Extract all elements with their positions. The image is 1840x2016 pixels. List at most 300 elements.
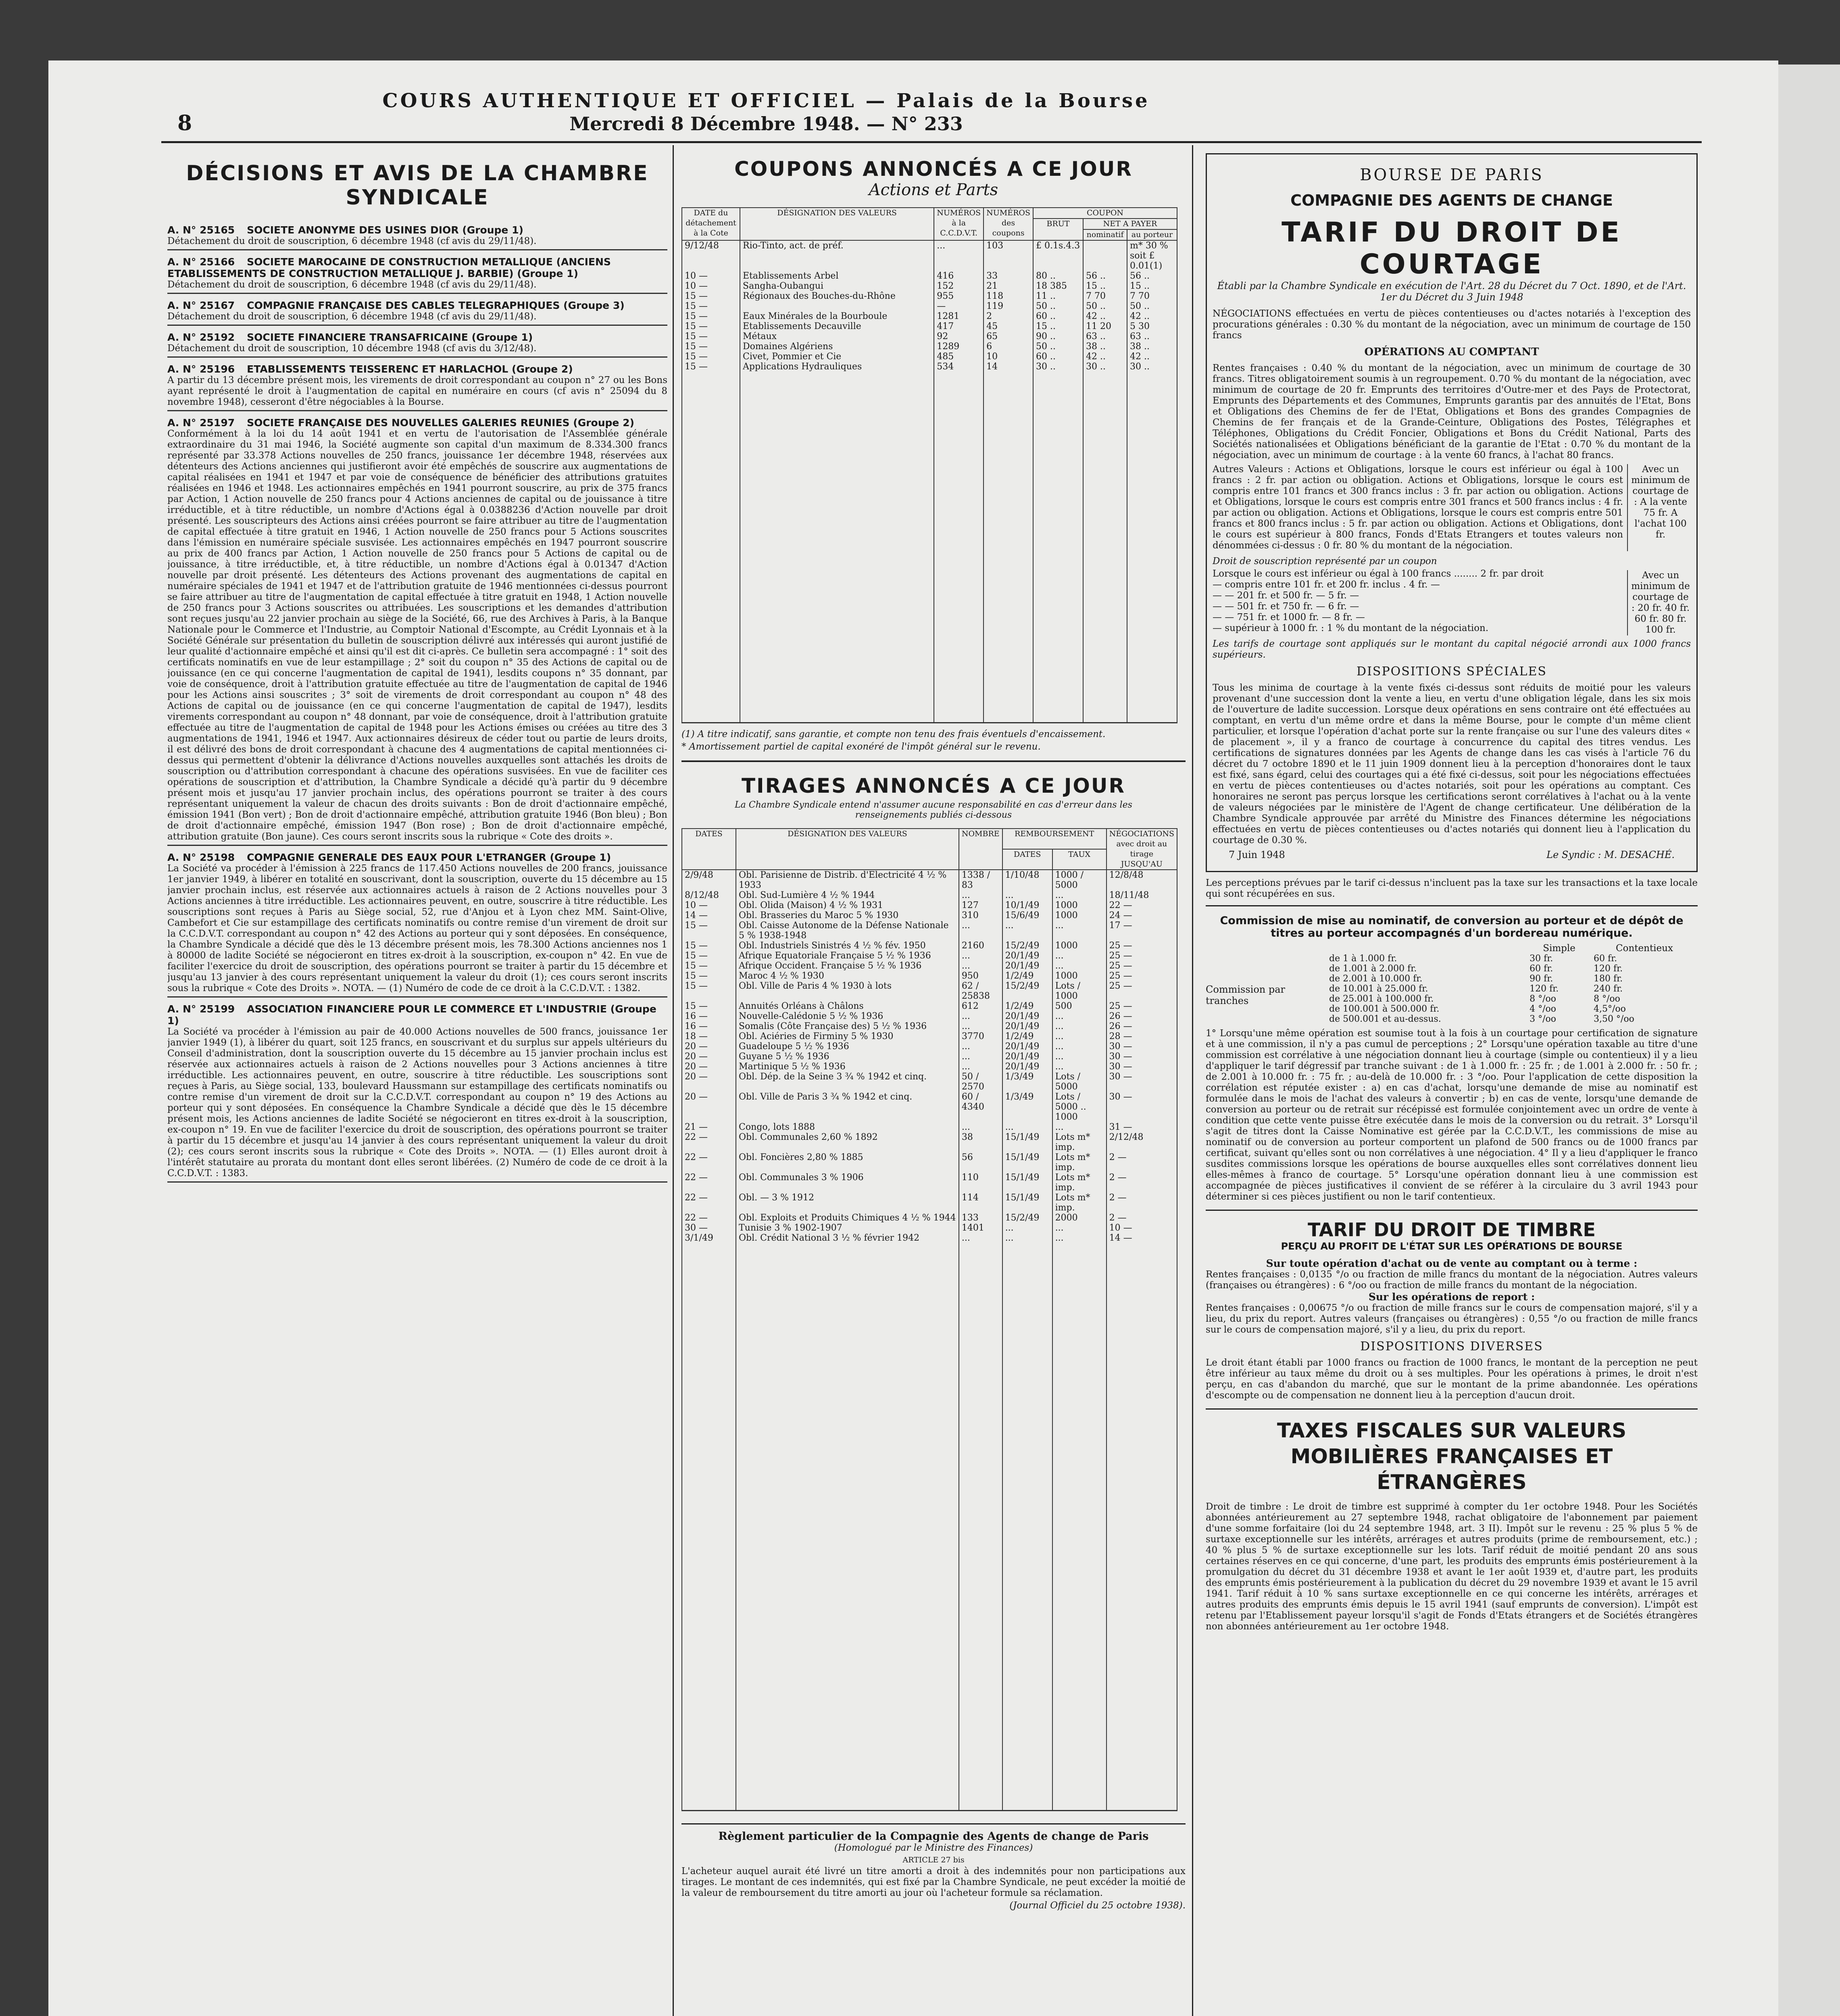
dispositions-text: Tous les minima de courtage à la vente fixés ci-dessus sont réduits de moitié pour les valeurs provenant d'une succession dont la vente a lieu, en vertu d'une obligation légale, dans les six mois de l'ouverture de ladite succession. Lorsque deux opérations en sens contraire ont été effectuées au comptant, en vertu d'un même ordre et dans la même Bourse, pour le compte d'un même client particulier, et lorsque l'opération d'achat porte sur la rente française ou sur l'une des valeurs dites « de placement », il y a franco de courtage à concurrence du capital des titres vendus. Les certifications de signatures données par les Agents de change dans les cas visés à l'article 76 du décret du 7 octobre 1890 et le 11 juin 1909 donnent lieu à la perception d'honoraires dont le taux est fixé, sans égard, celui des courtages qui a été fixé ci-dessus, soit pour les négociations effectuées en vertu de pièces contentieuses ou d'actes notariés, soit pour les opérations au comptant. Ces honoraires ne seront pas perçus lorsque les certifications seront corrélatives à l'achat ou à la vente de valeurs négociées par le ministère de l'Agent de change certificateur. Une délibération de la Chambre Syndicale approuvée par arrêté du Ministre des Finances détermine les négociations effectuées en vertu de pièces contentieuses ou d'actes notariés qui donnent lieu à l'application du courtage de 0.30 %.: [1213, 683, 1691, 846]
commission-row: [1327, 974, 1698, 984]
cell-date: 22 —: [682, 1132, 736, 1152]
cell-taux: Lots m* imp.: [1052, 1132, 1107, 1152]
cell-no: 6: [984, 342, 1033, 352]
table-filler: [682, 372, 1177, 723]
cell-nego: 2 —: [1107, 1213, 1177, 1223]
cell-rd: ...: [1002, 890, 1052, 900]
cell-rd: 20/1/49: [1002, 1041, 1052, 1052]
diverses-text: Le droit étant établi par 1000 francs ou fraction de 1000 francs, le montant de la perception ne peut être inférieur au taux même du droit ou à ses multiples. Pour les opérations à primes, le droit n'est perçu, en cas d'abandon du marché, que sur le montant de la prime abandonnée. Les opérations d'escompte ou de compensation ne donnent lieu à la perception d'aucun droit.: [1206, 1358, 1698, 1401]
cell-taux: 1000 / 5000: [1052, 870, 1107, 890]
table-row: [682, 321, 1177, 331]
decision-entry: [167, 363, 667, 411]
decision-entry: [167, 852, 667, 998]
table-row: [682, 271, 1177, 281]
cell-nego: 30 —: [1107, 1041, 1177, 1052]
decision-company: SOCIETE MAROCAINE DE CONSTRUCTION METALLIQUE (ANCIENS ETABLISSEMENTS DE CONSTRUCTION METALLIQUE J. BARBIE) (Groupe 1): [167, 256, 611, 279]
tirages-title: TIRAGES ANNONCÉS A CE JOUR: [741, 774, 1126, 798]
col-designation: DÉSIGNATION DES VALEURS: [740, 208, 934, 240]
section-divider: [681, 1823, 1186, 1824]
cell-nego: 25 —: [1107, 1001, 1177, 1011]
cell-no: 10: [984, 352, 1033, 362]
decision-company: SOCIETE FINANCIERE TRANSAFRICAINE (Groupe 1): [247, 331, 533, 343]
cell-cdvt: 534: [934, 362, 984, 372]
cell-name: Régionaux des Bouches-du-Rhône: [740, 291, 934, 301]
cell-date: 15 —: [682, 961, 736, 971]
droit-row: — — 201 fr. et 500 fr. — 5 fr. —: [1213, 590, 1359, 601]
timbre-heading-1: Sur toute opération d'achat ou de vente au comptant ou à terme :: [1266, 1258, 1638, 1269]
decision-number: A. N° 25199: [167, 1003, 235, 1015]
top-rule: [161, 141, 1702, 143]
commission-cell: 4 °/oo: [1530, 1004, 1556, 1014]
cell-nego: 14 —: [1107, 1233, 1177, 1243]
commission-cell: de 10.001 à 25.000 fr.: [1329, 984, 1428, 994]
droit-row: — — 501 fr. et 750 fr. — 6 fr. —: [1213, 601, 1359, 612]
cell-brut: 50 ..: [1033, 301, 1083, 311]
commission-cell: de 100.001 à 500.000 fr.: [1329, 1004, 1440, 1014]
decision-entry: [167, 1003, 667, 1183]
cell-name: Annuités Orléans à Châlons: [736, 1001, 959, 1011]
cell-date: 10 —: [682, 900, 736, 910]
cell-name: Obl. Sud-Lumière 4 ½ % 1944: [736, 890, 959, 900]
commission-row: [1327, 954, 1698, 964]
coupons-note-1: (1) A titre indicatif, sans garantie, et compte non tenu des frais éventuels d'encaissement.: [681, 729, 1106, 739]
cell-name: Obl. Ville de Paris 3 ¾ % 1942 et cinq.: [736, 1092, 959, 1122]
cell-cdvt: —: [934, 301, 984, 311]
cell-no: 33: [984, 271, 1033, 281]
cell-nb: 38: [959, 1132, 1002, 1152]
cell-port: 15 ..: [1127, 281, 1177, 291]
cell-taux: ...: [1052, 1062, 1107, 1072]
droit-row: — supérieur à 1000 fr. : 1 % du montant de la négociation.: [1213, 623, 1489, 633]
cell-rd: 1/2/49: [1002, 1001, 1052, 1011]
cell-taux: Lots / 5000 .. 1000: [1052, 1092, 1107, 1122]
decision-number: A. N° 25166: [167, 256, 235, 268]
cell-port: 7 70: [1127, 291, 1177, 301]
commission-cell: de 500.001 et au-dessus.: [1329, 1014, 1441, 1024]
cell-nom: 15 ..: [1083, 281, 1127, 291]
cell-nego: 28 —: [1107, 1031, 1177, 1041]
cell-date: 16 —: [682, 1011, 736, 1021]
cell-name: Obl. Communales 2,60 % 1892: [736, 1132, 959, 1152]
decision-text: La Société va procéder à l'émission à 225 francs de 117.450 Actions nouvelles de 200 francs, jouissance 1er janvier 1949, à libérer en totalité en souscrivant, dont la souscription, ouverte du 15 décembre au 15 janvier prochain inclus, est réservée aux actionnaires actuels à raison de 2 Actions nouvelles pour 3 Actions anciennes à titre irréductible. Les actionnaires peuvent, en outre, souscrire à titre réductible. Les souscriptions sont reçues à Paris au Siège social, 52, rue d'Anjou et à Lyon chez MM. Saint-Olive, Cambefort et Cie sur estampillage des certificats nominatifs ou contre remise d'un virement de droit sur la C.C.D.V.T. correspondant au coupon n° 42 des Actions au porteur qui y sont déposées. En conséquence, la Chambre Syndicale a décidé que dès le 13 décembre présent mois, les 78.300 Actions anciennes nos 1 à 80000 de ladite Société se négocieront en titres ex-droit à la souscription, ex-coupon n° 42. En vue de faciliter l'exercice du droit de souscription, des opérations pourront se traiter à partir du 15 décembre et jusqu'au 13 janvier à des cours représentant uniquement la valeur du droit (1); ces cours seront inscrits sous la rubrique « Cote des Droits ». NOTA. — (1) Numéro de code de ce droit à la C.C.D.V.T. : 1382.: [167, 863, 667, 993]
decision-number: A. N° 25196: [167, 363, 235, 375]
cell-cdvt: 416: [934, 271, 984, 281]
decision-entry: [167, 256, 667, 294]
droit-row: — — 751 fr. et 1000 fr. — 8 fr. —: [1213, 612, 1365, 623]
cell-no: 119: [984, 301, 1033, 311]
table-row: [682, 981, 1177, 1001]
cell-name: Martinique 5 ½ % 1936: [736, 1062, 959, 1072]
cell-brut: 50 ..: [1033, 342, 1083, 352]
timbre-heading-2: Sur les opérations de report :: [1368, 1291, 1535, 1303]
cell-taux: Lots / 5000: [1052, 1072, 1107, 1092]
cell-nom: [1083, 240, 1127, 271]
commission-cell: de 2.001 à 10.000 fr.: [1329, 974, 1423, 984]
cell-date: 10 —: [682, 271, 740, 281]
cell-nb: 60 / 4340: [959, 1092, 1002, 1122]
cell-rd: 15/1/49: [1002, 1152, 1052, 1173]
table-row: [682, 331, 1177, 342]
minimum-courtage: Avec un minimum de courtage de : A la vente 75 fr. A l'achat 100 fr.: [1627, 464, 1691, 551]
cell-rd: 15/2/49: [1002, 1213, 1052, 1223]
cell-rd: 15/1/49: [1002, 1132, 1052, 1152]
droit-souscription-title: Droit de souscription représenté par un coupon: [1213, 556, 1437, 566]
cell-rd: ...: [1002, 1233, 1052, 1243]
cell-no: 21: [984, 281, 1033, 291]
col-contentieux: Contentieux: [1616, 943, 1673, 954]
cell-nb: ...: [959, 1052, 1002, 1062]
table-row: [682, 352, 1177, 362]
decision-heading: [167, 256, 667, 279]
commission-cell: 60 fr.: [1593, 954, 1617, 964]
cell-port: 50 ..: [1127, 301, 1177, 311]
cell-nb: ...: [959, 1011, 1002, 1021]
commission-cell: 180 fr.: [1593, 974, 1623, 984]
cell-rd: 1/3/49: [1002, 1072, 1052, 1092]
cell-nom: 7 70: [1083, 291, 1127, 301]
cell-name: Obl. Caisse Autonome de la Défense Nationale 5 % 1938-1948: [736, 921, 959, 941]
cell-date: 15 —: [682, 291, 740, 301]
table-row: [682, 1021, 1177, 1031]
cell-rd: 20/1/49: [1002, 1062, 1052, 1072]
negociations-text: NÉGOCIATIONS effectuées en vertu de pièces contentieuses ou d'actes notariés à l'exception des procurations générales : 0.30 % du montant de la négociation, avec un minimum de courtage de 150 francs: [1213, 308, 1691, 341]
commission-cell: 3 °/oo: [1530, 1014, 1556, 1024]
cell-brut: 60 ..: [1033, 352, 1083, 362]
decision-entry: [167, 417, 667, 846]
cell-taux: 2000: [1052, 1213, 1107, 1223]
table-row: [682, 870, 1177, 890]
section-divider: [1206, 1210, 1698, 1211]
cell-taux: Lots m* imp.: [1052, 1152, 1107, 1173]
cell-nb: 62 / 25838: [959, 981, 1002, 1001]
cell-cdvt: 152: [934, 281, 984, 291]
cell-taux: Lots m* imp.: [1052, 1173, 1107, 1193]
cell-nb: 110: [959, 1173, 1002, 1193]
cell-name: Obl. Crédit National 3 ½ % février 1942: [736, 1233, 959, 1243]
cell-nb: ...: [959, 1041, 1002, 1052]
cell-cdvt: ...: [934, 240, 984, 271]
commission-cell: 8 °/oo: [1593, 994, 1620, 1004]
commission-title: Commission de mise au nominatif, de conversion au porteur et de dépôt de titres au porteur accompagnés d'un bordereau numérique.: [1220, 914, 1684, 939]
cell-nego: 2 —: [1107, 1193, 1177, 1213]
cell-nego: 30 —: [1107, 1062, 1177, 1072]
table-row: [682, 301, 1177, 311]
coupons-subtitle: Actions et Parts: [869, 181, 998, 199]
cell-nom: 42 ..: [1083, 311, 1127, 321]
decision-company: ASSOCIATION FINANCIERE POUR LE COMMERCE ET L'INDUSTRIE (Groupe 1): [167, 1003, 656, 1027]
cell-name: [740, 301, 934, 311]
cell-rd: 1/10/48: [1002, 870, 1052, 890]
cell-nom: 42 ..: [1083, 352, 1127, 362]
table-row: [682, 291, 1177, 301]
cell-name: Guyane 5 ½ % 1936: [736, 1052, 959, 1062]
commission-cell: 90 fr.: [1530, 974, 1553, 984]
cell-name: Obl. Ville de Paris 4 % 1930 à lots: [736, 981, 959, 1001]
reglement-subtitle: (Homologué par le Ministre des Finances): [834, 1843, 1033, 1853]
cell-port: 63 ..: [1127, 331, 1177, 342]
cell-name: Obl. Olida (Maison) 4 ½ % 1931: [736, 900, 959, 910]
cell-name: Obl. Parisienne de Distrib. d'Electricité 4 ½ % 1933: [736, 870, 959, 890]
autres-valeurs-text: Autres Valeurs : Actions et Obligations, lorsque le cours est inférieur ou égal à 100 francs : 2 fr. par action ou obligation. Actions et Obligations, lorsque le cours est compris entre 101 francs et 300 francs inclus : 3 fr. par action ou obligation. Actions et Obligations, lorsque le cours est compris entre 301 francs et 500 francs inclus : 4 fr. par action ou obligation. Actions et Obligations, lorsque le cours est compris entre 501 francs et 800 francs inclus : 5 fr. par action ou obligation. Actions et Obligations, dont le cours est supérieur à 800 francs, Fonds d'Etats Etrangers et toutes valeurs non dénommées ci-dessus : 0 fr. 80 % du montant de la négociation.: [1213, 464, 1623, 551]
cell-nb: 2160: [959, 941, 1002, 951]
cell-port: 5 30: [1127, 321, 1177, 331]
dispositions-title: DISPOSITIONS SPÉCIALES: [1357, 664, 1547, 679]
cell-rd: 15/2/49: [1002, 941, 1052, 951]
commission-label: Commission par tranches: [1206, 984, 1285, 1006]
commission-cell: 8 °/oo: [1530, 994, 1556, 1004]
cell-taux: Lots m* imp.: [1052, 1193, 1107, 1213]
cell-date: 20 —: [682, 1041, 736, 1052]
decision-heading: [167, 1003, 667, 1027]
coupons-tirages-column: [681, 153, 1186, 2016]
commission-cell: 120 fr.: [1530, 984, 1559, 994]
table-row: [682, 1031, 1177, 1041]
reglement-reference: (Journal Officiel du 25 octobre 1938).: [1009, 1900, 1186, 1911]
table-row: [682, 1052, 1177, 1062]
timbre-text-1: Rentes françaises : 0,0135 °/o ou fraction de mille francs du montant de la négociation. Autres valeurs (françaises ou étrangères) : 6 °/oo ou fraction de mille francs du montant de la négociation.: [1206, 1269, 1698, 1291]
col-coupon: COUPON: [1033, 208, 1177, 219]
cell-cdvt: 1289: [934, 342, 984, 352]
cell-nom: 38 ..: [1083, 342, 1127, 352]
decision-heading: [167, 852, 667, 863]
cell-taux: ...: [1052, 1233, 1107, 1243]
cell-nb: ...: [959, 1021, 1002, 1031]
decision-company: COMPAGNIE FRANÇAISE DES CABLES TELEGRAPHIQUES (Groupe 3): [247, 300, 625, 311]
cell-nego: 12/8/48: [1107, 870, 1177, 890]
decision-heading: [167, 417, 667, 429]
table-row: [682, 1233, 1177, 1243]
cell-taux: ...: [1052, 1223, 1107, 1233]
cell-nom: 56 ..: [1083, 271, 1127, 281]
commission-text: 1° Lorsqu'une même opération est soumise tout à la fois à un courtage pour certification de signature et à une commission, il n'y a pas cumul de perceptions ; 2° Lorsqu'une opération taxable au titre d'une commission est corrélative à une négociation donnant lieu à courtage (simple ou contentieux) il y a lieu d'appliquer le tarif dégressif par tranche suivant : de 1 à 1.000 fr. : 25 fr. ; de 1.001 à 2.000 fr. : 50 fr. ; de 2.001 à 10.000 fr. : 75 fr. ; au-delà de 10.000 fr. : 3 °/oo. Pour l'application de cette disposition la corrélation est réputée exister : a) en cas d'achat, lorsqu'une demande de mise au nominatif est formulée dans le mois de l'achat des valeurs à convertir ; b) en cas de vente, lorsqu'une demande de conversion au porteur ou de retrait sur récépissé est formulée conjointement avec un ordre de vente à condition que cette vente puisse être exécutée dans le mois de la conversion ou du retrait. 3° Lorsqu'il s'agit de titres dont la Caisse Nominative est gérée par la C.C.D.V.T., les commissions de mise au nominatif ou de conversion au porteur comportent un plafond de 500 francs ou de 1000 francs par certificat, suivant qu'elles sont ou non corrélatives à une négociation. 4° Il y a lieu d'appliquer le franco susdites commissions lorsque les opérations de bourse auxquelles elles sont corrélatives donnent lieu elles-mêmes à franco de courtage. 5° Lorsqu'une opération donnant lieu à une commission est accompagnée de pièces justificatives il convient de se référer à la circulaire du 3 avril 1943 pour déterminer si ces pièces justifient ou non le tarif contentieux.: [1206, 1028, 1698, 1202]
commission-cell: 120 fr.: [1593, 964, 1623, 974]
cell-nego: 31 —: [1107, 1122, 1177, 1132]
cell-name: Congo, lots 1888: [736, 1122, 959, 1132]
cell-nego: 25 —: [1107, 981, 1177, 1001]
cell-nego: 30 —: [1107, 1052, 1177, 1062]
cell-brut: 15 ..: [1033, 321, 1083, 331]
cell-nego: 26 —: [1107, 1011, 1177, 1021]
decision-text: La Société va procéder à l'émission au pair de 40.000 Actions nouvelles de 500 francs, jouissance 1er janvier 1949 (1), à libérer du quart, soit 125 francs, en souscrivant et du surplus sur appels ultérieurs du Conseil d'administration, dont la souscription ouverte du 15 décembre au 15 janvier prochain inclus est réservée aux actionnaires actuels à raison de 2 Actions nouvelles pour 3 Actions anciennes à titre irréductible. Les actionnaires peuvent, en outre, souscrire à titre réductible. Les souscriptions sont reçues à Paris, au Siège social, 133, boulevard Haussmann sur estampillage des certificats nominatifs ou contre remise d'un virement de droit sur la C.C.D.V.T. correspondant au coupon n° 19 des Actions au porteur qui y sont déposées. En conséquence la Chambre Syndicale a décidé que dès le 15 décembre présent mois, les Actions anciennes de ladite Société se négocieront en titres ex-droit à la souscription, ex-coupon n° 19. En vue de faciliter l'exercice du droit de souscription, des opérations pourront se traiter à partir du 15 décembre et jusqu'au 14 janvier à des cours représentant uniquement la valeur du droit (2); ces cours seront inscrits sous la rubrique « Cote des Droits ». NOTA. — (1) Elles auront droit à l'intérêt statutaire au prorata du montant dont elles seront libérées. (2) Numéro de code de ce droit à la C.C.D.V.T. : 1383.: [167, 1027, 667, 1179]
cell-date: 15 —: [682, 352, 740, 362]
cell-date: 18 —: [682, 1031, 736, 1041]
cell-nb: 612: [959, 1001, 1002, 1011]
cell-rd: ...: [1002, 921, 1052, 941]
cell-name: Etablissements Arbel: [740, 271, 934, 281]
cell-nb: 1401: [959, 1223, 1002, 1233]
cell-date: 30 —: [682, 1223, 736, 1233]
cell-taux: ...: [1052, 1021, 1107, 1031]
column-rule-2: [1192, 145, 1193, 2016]
table-row: [682, 1122, 1177, 1132]
cell-brut: 11 ..: [1033, 291, 1083, 301]
commission-cell: 30 fr.: [1530, 954, 1553, 964]
commission-row: [1327, 964, 1698, 974]
cell-nb: 56: [959, 1152, 1002, 1173]
cell-name: Obl. — 3 % 1912: [736, 1193, 959, 1213]
cell-nom: 30 ..: [1083, 362, 1127, 372]
cell-date: 22 —: [682, 1152, 736, 1173]
cell-rd: 1/2/49: [1002, 1031, 1052, 1041]
table-row: [682, 1193, 1177, 1213]
cell-date: 15 —: [682, 362, 740, 372]
col-net: NET A PAYER: [1083, 219, 1177, 229]
col-taux: TAUX: [1052, 849, 1107, 870]
commission-cell: 3,50 °/oo: [1593, 1014, 1634, 1024]
cell-date: 22 —: [682, 1173, 736, 1193]
col-simple: Simple: [1543, 943, 1575, 954]
cell-nb: ...: [959, 1122, 1002, 1132]
tarif-box: [1206, 153, 1698, 872]
decision-text: Conformément à la loi du 14 août 1941 et en vertu de l'autorisation de l'Assemblée générale extraordinaire du 31 mai 1946, la Société augmente son capital d'un maximum de 8.334.300 francs représenté par 33.378 Actions nouvelles de 250 francs, jouissance 1er décembre 1948, réservées aux détenteurs des Actions anciennes qui justifieront avoir été empêchés de souscrire aux augmentations de capital réalisées en 1941 et 1947 et par voie de conséquence de bénéficier des attributions gratuites réalisées en 1946 et 1948. Les actionnaires empêchés en 1941 pourront souscrire, au prix de 375 francs par Action, 1 Action nouvelle de 250 francs pour 4 Actions anciennes de capital ou de jouissance à titre irréductible, et à titre réductible, un nombre d'Actions égal à 0.0388236 d'Action nouvelle par droit présenté. Les souscripteurs des Actions ainsi créées pourront se faire attribuer au titre de l'augmentation de capital effectuée à titre gratuit en 1946, 1 Action nouvelle de 250 francs pour 5 Actions souscrites dans l'émission en numéraire spéciale susvisée. Les actionnaires empêchés en 1947 pourront souscrire au prix de 400 francs par Action, 1 Action nouvelle de 250 francs pour 5 Actions de capital ou de jouissance, à titre irréductible, et, à titre réductible, un nombre d'Actions égal à 0.01347 d'Action nouvelle par droit présenté. Les détenteurs des Actions provenant des augmentations de capital en numéraire spéciales de 1941 et 1947 et de l'attribution gratuite de 1946 mentionnées ci-dessus pourront se faire attribuer au titre de l'augmentation de capital effectuée à titre gratuit en 1948, 1 Action nouvelle de 250 francs pour 3 Actions souscrites ou attribuées. Les souscriptions et les demandes d'attribution sont reçues jusqu'au 22 janvier prochain au siège de la Société, 66, rue des Archives à Paris, à la Banque Nationale pour le Commerce et l'Industrie, au Comptoir National d'Escompte, au Crédit Lyonnais et à la Société Générale sur présentation du bulletin de souscription délivré aux intéressés qui auront justifié de leur qualité d'actionnaire empêché et ainsi qu'il est dit ci-après. Ce bulletin sera accompagné : 1° soit des certificats nominatifs en vue de leur estampillage ; 2° soit du coupon n° 35 des Actions de capital ou de jouissance (en ce qui concerne l'augmentation de capital de 1941), lesdits coupons n° 35 donnant, par voie de conséquence, droit à l'attribution gratuite effectuée au titre de l'augmentation de capital de 1946 pour les Actions ainsi souscrites ; 3° soit de virements de droit correspondant au coupon n° 48 des Actions de capital ou de jouissance (en ce qui concerne l'augmentation de capital de 1947), lesdits virements correspondant au coupon n° 48 donnant, par voie de conséquence, droit à l'attribution gratuite effectuée au titre de l'augmentation de capital de 1948 pour les Actions émises ou créées au titre des 3 augmentations de 1941, 1946 et 1947. Aux actionnaires désireux de céder tout ou partie de leurs droits, il est délivré des bons de droit correspondant à chacune des 4 augmentations de capital mentionnées ci-dessus qui permettent d'obtenir la délivrance d'Actions nouvelles auxquelles sont attachés les droits de souscription ou d'attribution correspondant à chacune des opérations susvisées. En vue de faciliter ces opérations de souscription et d'attribution, la Chambre Syndicale a décidé qu'à partir du 9 décembre présent mois et jusqu'au 17 janvier prochain inclus, des opérations pourront se traiter à des cours représentant uniquement la valeur de chacun des droits suivants : Bon de droit d'actionnaire empêché, émission 1941 (Bon vert) ; Bon de droit d'actionnaire empêché, attribution gratuite 1946 (Bon bleu) ; Bon de droit d'actionnaire empêché, émission 1947 (Bon rose) ; Bon de droit d'actionnaire empêché, attribution gratuite (Bon jaune). Ces cours seront inscrits sous la rubrique « Cote des droits ».: [167, 429, 667, 842]
cell-rd: 15/6/49: [1002, 910, 1052, 921]
table-row: [682, 890, 1177, 900]
droit-row: — compris entre 101 fr. et 200 fr. inclus . 4 fr. —: [1213, 579, 1440, 590]
cell-name: Obl. Dép. de la Seine 3 ¾ % 1942 et cinq.: [736, 1072, 959, 1092]
cell-date: 22 —: [682, 1193, 736, 1213]
cell-brut: 80 ..: [1033, 271, 1083, 281]
cell-date: 15 —: [682, 951, 736, 961]
cell-cdvt: 1281: [934, 311, 984, 321]
cell-taux: 1000: [1052, 900, 1107, 910]
decision-heading: [167, 300, 667, 311]
cell-nego: 17 —: [1107, 921, 1177, 941]
chambre-syndicale-column: [167, 153, 667, 2016]
cell-port: 56 ..: [1127, 271, 1177, 281]
col-numeros: NUMÉROS des coupons: [984, 208, 1033, 240]
decision-number: A. N° 25198: [167, 852, 235, 863]
cell-rd: 1/2/49: [1002, 971, 1052, 981]
decision-entry: [167, 331, 667, 358]
cell-date: 15 —: [682, 311, 740, 321]
cell-nb: ...: [959, 890, 1002, 900]
table-row: [682, 1132, 1177, 1152]
cell-nego: 25 —: [1107, 961, 1177, 971]
bourse-title: BOURSE DE PARIS: [1360, 166, 1544, 184]
cell-nego: 22 —: [1107, 900, 1177, 910]
cell-nom: 63 ..: [1083, 331, 1127, 342]
compagnie-title: COMPAGNIE DES AGENTS DE CHANGE: [1290, 192, 1613, 209]
cell-port: 38 ..: [1127, 342, 1177, 352]
adjacent-page-edge: [1778, 65, 1840, 2016]
cell-date: 15 —: [682, 331, 740, 342]
cell-name: Obl. Brasseries du Maroc 5 % 1930: [736, 910, 959, 921]
commission-cell: de 1.001 à 2.000 fr.: [1329, 964, 1417, 974]
table-row: [682, 240, 1177, 271]
table-row: [682, 951, 1177, 961]
column-rule-1: [673, 145, 674, 2016]
cell-date: 20 —: [682, 1092, 736, 1122]
cell-taux: Lots / 1000: [1052, 981, 1107, 1001]
table-row: [682, 961, 1177, 971]
decision-entry: [167, 300, 667, 326]
reglement-article: ARTICLE 27 bis: [902, 1856, 965, 1864]
tirages-table: [681, 828, 1177, 1811]
table-row: [682, 1001, 1177, 1011]
cell-cdvt: 417: [934, 321, 984, 331]
courtage-subtitle: Établi par la Chambre Syndicale en exécution de l'Art. 28 du Décret du 7 Oct. 1890, et de l'Art. 1er du Décret du 3 Juin 1948: [1217, 280, 1686, 303]
commission-table: [1327, 943, 1698, 1024]
table-row: [682, 910, 1177, 921]
cell-date: 22 —: [682, 1213, 736, 1223]
cell-date: 20 —: [682, 1062, 736, 1072]
cell-name: Métaux: [740, 331, 934, 342]
cell-name: Eaux Minérales de la Bourboule: [740, 311, 934, 321]
droit-note: Les tarifs de courtage sont appliqués sur le montant du capital négocié arrondi aux 1000 francs supérieurs.: [1213, 639, 1691, 660]
table-row: [682, 311, 1177, 321]
cell-name: Afrique Occident. Française 5 ½ % 1936: [736, 961, 959, 971]
cell-port: 42 ..: [1127, 311, 1177, 321]
table-row: [682, 921, 1177, 941]
table-row: [682, 900, 1177, 910]
cell-nb: ...: [959, 1233, 1002, 1243]
cell-date: 15 —: [682, 971, 736, 981]
cell-taux: ...: [1052, 1041, 1107, 1052]
col-nominatif: nominatif: [1083, 229, 1127, 240]
masthead-date: Mercredi 8 Décembre 1948. — N° 233: [569, 113, 963, 135]
table-row: [682, 362, 1177, 372]
cell-nego: 24 —: [1107, 910, 1177, 921]
decision-number: A. N° 25165: [167, 224, 235, 236]
cell-rd: ...: [1002, 1223, 1052, 1233]
masthead-title: COURS AUTHENTIQUE ET OFFICIEL — Palais de la Bourse: [382, 90, 1150, 112]
decisions-title: DÉCISIONS ET AVIS DE LA CHAMBRE SYNDICALE: [186, 161, 649, 210]
cell-nb: 3770: [959, 1031, 1002, 1041]
decision-heading: [167, 363, 667, 375]
table-row: [682, 971, 1177, 981]
decision-company: COMPAGNIE GENERALE DES EAUX POUR L'ETRANGER (Groupe 1): [247, 852, 611, 863]
decision-text: Détachement du droit de souscription, 6 décembre 1948 (cf avis du 29/11/48).: [167, 236, 537, 246]
cell-no: 103: [984, 240, 1033, 271]
decision-number: A. N° 25192: [167, 331, 235, 343]
tarifs-column: [1202, 153, 1702, 2016]
coupons-table: [681, 207, 1177, 723]
cell-taux: ...: [1052, 890, 1107, 900]
cell-date: 15 —: [682, 921, 736, 941]
cell-nego: 25 —: [1107, 971, 1177, 981]
cell-nom: 11 20: [1083, 321, 1127, 331]
table-row: [682, 1072, 1177, 1092]
cell-taux: 1000: [1052, 971, 1107, 981]
decision-company: SOCIETE ANONYME DES USINES DIOR (Groupe 1): [247, 224, 523, 236]
table-row: [682, 1223, 1177, 1233]
cell-rd: 1/3/49: [1002, 1092, 1052, 1122]
cell-port: 42 ..: [1127, 352, 1177, 362]
cell-brut: 90 ..: [1033, 331, 1083, 342]
col-remboursement: REMBOURSEMENT: [1002, 829, 1107, 849]
cell-nego: 25 —: [1107, 951, 1177, 961]
cell-cdvt: 485: [934, 352, 984, 362]
cell-port: 30 ..: [1127, 362, 1177, 372]
diverses-title: DISPOSITIONS DIVERSES: [1360, 1339, 1543, 1354]
cell-nego: 25 —: [1107, 941, 1177, 951]
table-row: [682, 941, 1177, 951]
cell-rd: 20/1/49: [1002, 951, 1052, 961]
cell-date: 9/12/48: [682, 240, 740, 271]
cell-port: m* 30 % soit £ 0.01(1): [1127, 240, 1177, 271]
reglement-text: L'acheteur auquel aurait été livré un titre amorti a droit à des indemnités pour non participations aux tirages. Le montant de ces indemnités, qui est fixé par la Chambre Syndicale, ne peut excéder la moitié de la valeur de remboursement du titre amorti au jour où l'acheteur formule sa réclamation.: [681, 1866, 1186, 1898]
cell-nb: 950: [959, 971, 1002, 981]
decision-text: A partir du 13 décembre présent mois, les virements de droit correspondant au coupon n° 27 ou les Bons ayant représenté le droit à l'augmentation de capital en numéraire en cours (cf avis n° 25094 du 8 novembre 1948), cesseront d'être négociables à la Bourse.: [167, 375, 667, 407]
col-date: DATE du détachement à la Cote: [682, 208, 740, 240]
cell-rd: 20/1/49: [1002, 961, 1052, 971]
commission-row: [1327, 994, 1698, 1004]
col-designation: DÉSIGNATION DES VALEURS: [736, 829, 959, 870]
page-number: 8: [177, 111, 192, 135]
cell-nego: 2 —: [1107, 1152, 1177, 1173]
commission-cell: de 1 à 1.000 fr.: [1329, 954, 1397, 964]
commission-cell: 240 fr.: [1593, 984, 1623, 994]
